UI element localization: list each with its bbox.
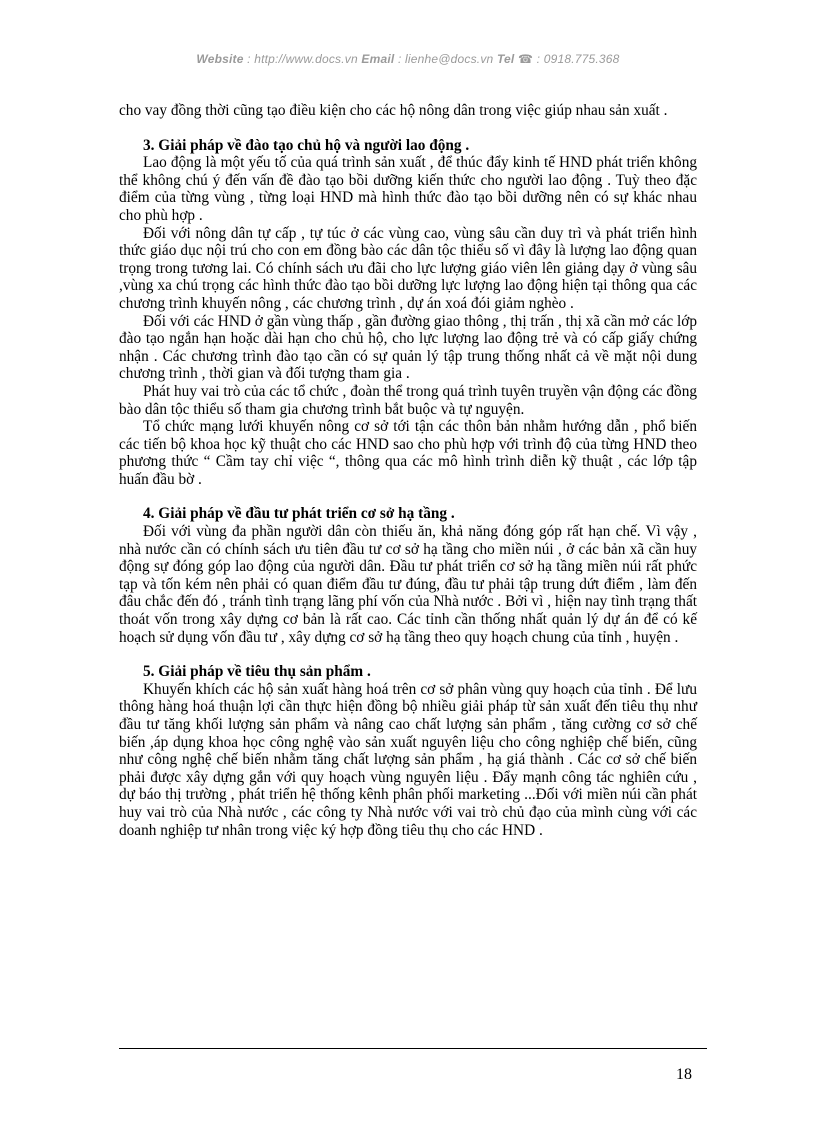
section-heading-4: 4. Giải pháp về đầu tư phát triển cơ sở hạ tầng . <box>143 505 455 523</box>
paragraph-training-5: Tổ chức mạng lưới khuyến nông cơ sở tới tận các thôn bản nhằm hướng dẫn , phổ biến các tiến bộ khoa học kỹ thuật cho các HND sao cho phù hợp với trình độ của từng HND theo phương thức “ Cầm tay chỉ việc “, thông qua các mô hình trình diễn kỹ thuật , các lớp tập huấn đầu bờ . <box>119 418 697 488</box>
paragraph-consumption: Khuyến khích các hộ sản xuất hàng hoá trên cơ sở phân vùng quy hoạch của tỉnh . Để lưu thông hàng hoá thuận lợi cần thực hiện đồng bộ nhiều giải pháp từ sản xuất đến tiêu thụ như đầu tư tăng khối lượng sản phẩm và nâng cao chất lượng sản phẩm , tăng cường cơ sở chế biến ,áp dụng khoa học công nghệ vào sản xuất nguyên liệu cho công nghiệp chế biến, cũng như công nghệ chế biến nhằm tăng chất lượng sản phẩm , hạ giá thành . Các cơ sở chế biến phải được xây dựng gắn với quy hoạch vùng nguyên liệu . Đẩy mạnh công tác nghiên cứu , dự báo thị trường , phát triển hệ thống kênh phân phối marketing ...Đối với miền núi cần phát huy vai trò của Nhà nước , các công ty Nhà nước với vai trò chủ đạo của mình cùng với các doanh nghiệp tư nhân trong việc ký hợp đồng tiêu thụ cho các HND . <box>119 680 697 839</box>
paragraph-training-4: Phát huy vai trò của các tổ chức , đoàn thể trong quá trình tuyên truyền vận động các đồng bào dân tộc thiểu số tham gia chương trình bắt buộc và tự nguyện. <box>119 382 697 418</box>
email-value: : lienhe@docs.vn <box>394 52 497 66</box>
paragraph-training-3: Đối với các HND ở gần vùng thấp , gần đường giao thông , thị trấn , thị xã cần mở các lớp đào tạo ngắn hạn hoặc dài hạn cho chủ hộ, cho lực lượng lao động trẻ và có cấp giấy chứng nhận . Các chương trình đào tạo cần có sự quản lý tập trung thống nhất cả về mặt nội dung chương trình , thời gian và đối tượng tham gia . <box>119 312 697 383</box>
phone-icon: ☎ <box>517 52 534 66</box>
page-number: 18 <box>676 1066 692 1083</box>
document-body <box>119 102 697 839</box>
paragraph-training-2: Đối với nông dân tự cấp , tự túc ở các vùng cao, vùng sâu cần duy trì và phát triển hình thức giáo dục nội trú cho con em đồng bào các dân tộc thiểu số vì đây là lượng lao động quan trọng trong tương lai. Có chính sách ưu đãi cho lực lượng giáo viên lên giảng dạy ở vùng sâu ,vùng xa chú trọng các hình thức đào tạo bồi dưỡng lực lượng lao động hiện tại thông qua các chương trình khuyến nông , các chương trình , dự án xoá đói giảm nghèo . <box>119 224 697 312</box>
tel-label: Tel <box>496 52 515 66</box>
section-heading-5: 5. Giải pháp về tiêu thụ sản phẩm . <box>143 663 371 681</box>
tel-value: : 0918.775.368 <box>533 52 620 66</box>
website-value: : http://www.docs.vn <box>243 52 362 66</box>
email-label: Email <box>361 52 395 66</box>
website-label: Website <box>196 52 244 66</box>
section-heading-3: 3. Giải pháp về đào tạo chủ hộ và người lao động . <box>143 136 470 154</box>
paragraph-infrastructure: Đối với vùng đa phần người dân còn thiếu ăn, khả năng đóng góp rất hạn chế. Vì vậy , nhà nước cần có chính sách ưu tiên đầu tư cơ sở hạ tầng cho miền núi , ở các bản xã cần huy động sự đóng góp lao động của người dân. Đầu tư phát triển cơ sở hạ tầng miền núi rất phức tạp và tốn kém nên phải có quan điểm đầu tư đúng, đầu tư phải tập trung dứt điểm , làm đến đâu chắc đến đó , tránh tình trạng lãng phí vốn của Nhà nước . Bởi vì , hiện nay tình trạng thất thoát vốn trong xây dựng cơ bản là rất cao. Các tỉnh cần thống nhất quản lý dự án để có kế hoạch sử dụng vốn đầu tư , xây dựng cơ sở hạ tầng theo quy hoạch chung của tỉnh , huyện . <box>119 523 697 646</box>
paragraph-intro: cho vay đồng thời cũng tạo điều kiện cho các hộ nông dân trong việc giúp nhau sản xuất . <box>119 102 668 119</box>
paragraph-training-1: Lao động là một yếu tố của quá trình sản xuất , để thúc đẩy kinh tế HND phát triển không thể không chú ý đến vấn đề đào tạo bồi dưỡng kiến thức cho người lao động . Tuỳ theo đặc điểm của từng vùng , từng loại HND mà hình thức đào tạo bồi dưỡng nên có sự khác nhau cho phù hợp . <box>119 154 697 224</box>
footer-divider <box>119 1048 707 1049</box>
page-header <box>0 52 816 66</box>
